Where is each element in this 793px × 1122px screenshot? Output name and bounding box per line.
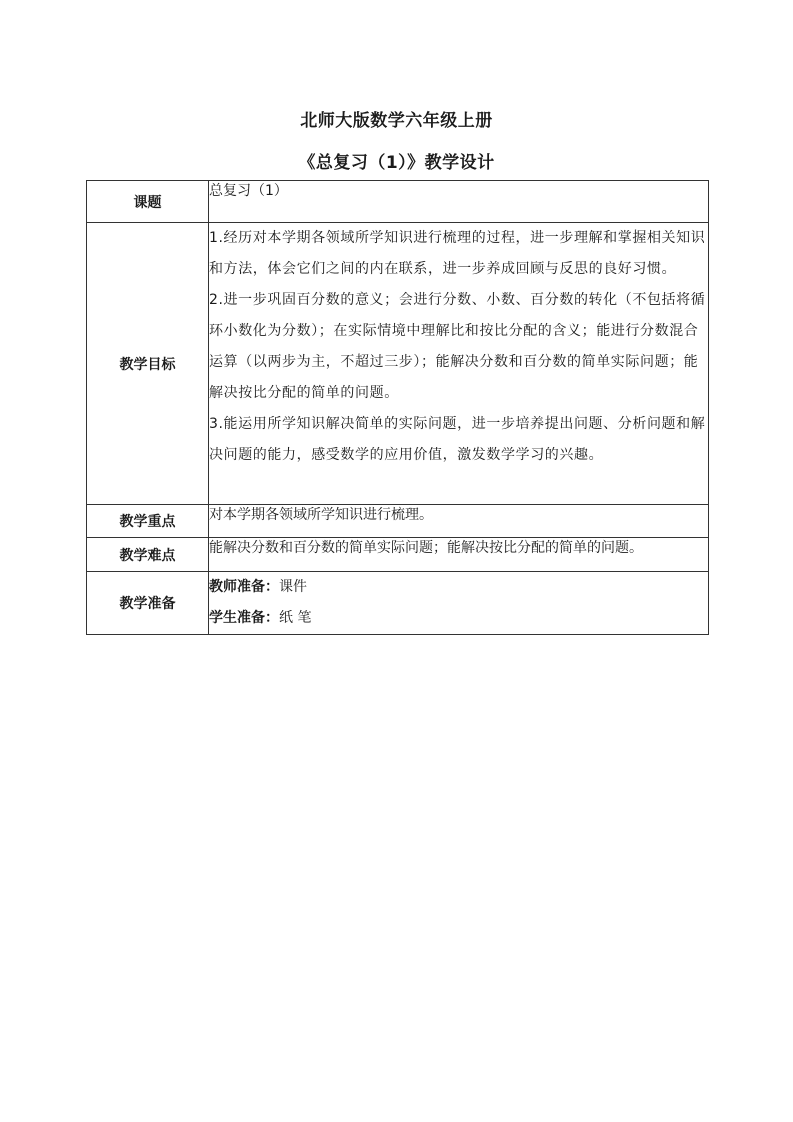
objective-item-3: 3.能运用所学知识解决简单的实际问题，进一步培养提出问题、分析问题和解决问题的能力，感受数学的应用价值，激发数学学习的兴趣。 xyxy=(209,416,706,463)
row-value-topic: 总复习（1） xyxy=(209,181,709,223)
table-row-key-points xyxy=(87,505,709,538)
student-preparation xyxy=(209,603,708,634)
teacher-preparation-label: 教师准备： xyxy=(209,579,279,595)
row-label-preparation: 教学准备 xyxy=(87,572,209,635)
document-title: 北师大版数学六年级上册 xyxy=(300,111,493,131)
document-subtitle: 《总复习（1）》教学设计 xyxy=(298,153,495,173)
table-row-preparation xyxy=(87,572,709,635)
row-value-key-points: 对本学期各领域所学知识进行梳理。 xyxy=(209,505,709,538)
table-row-topic xyxy=(87,181,709,223)
teacher-preparation xyxy=(209,572,708,603)
student-preparation-label: 学生准备： xyxy=(209,610,279,626)
row-label-objectives: 教学目标 xyxy=(87,223,209,505)
lesson-plan-table xyxy=(86,180,709,635)
student-preparation-value: 纸 笔 xyxy=(279,610,312,626)
objective-item-1: 1.经历对本学期各领域所学知识进行梳理的过程，进一步理解和掌握相关知识和方法，体会它们之间的内在联系，进一步养成回顾与反思的良好习惯。 xyxy=(209,230,706,277)
row-value-objectives xyxy=(209,223,709,505)
table-row-difficulties xyxy=(87,538,709,572)
row-value-preparation xyxy=(209,572,709,635)
row-label-difficulties: 教学难点 xyxy=(87,538,209,572)
objective-item-2: 2.进一步巩固百分数的意义；会进行分数、小数、百分数的转化（不包括将循环小数化为分数）；在实际情境中理解比和按比分配的含义；能进行分数混合运算（以两步为主，不超过三步）；能解决分数和百分数的简单实际问题；能解决按比分配的简单的问题。 xyxy=(209,292,706,401)
row-label-key-points: 教学重点 xyxy=(87,505,209,538)
table-row-objectives xyxy=(87,223,709,505)
teacher-preparation-value: 课件 xyxy=(279,579,307,595)
row-label-topic: 课题 xyxy=(87,181,209,223)
row-value-difficulties: 能解决分数和百分数的简单实际问题；能解决按比分配的简单的问题。 xyxy=(209,538,709,572)
